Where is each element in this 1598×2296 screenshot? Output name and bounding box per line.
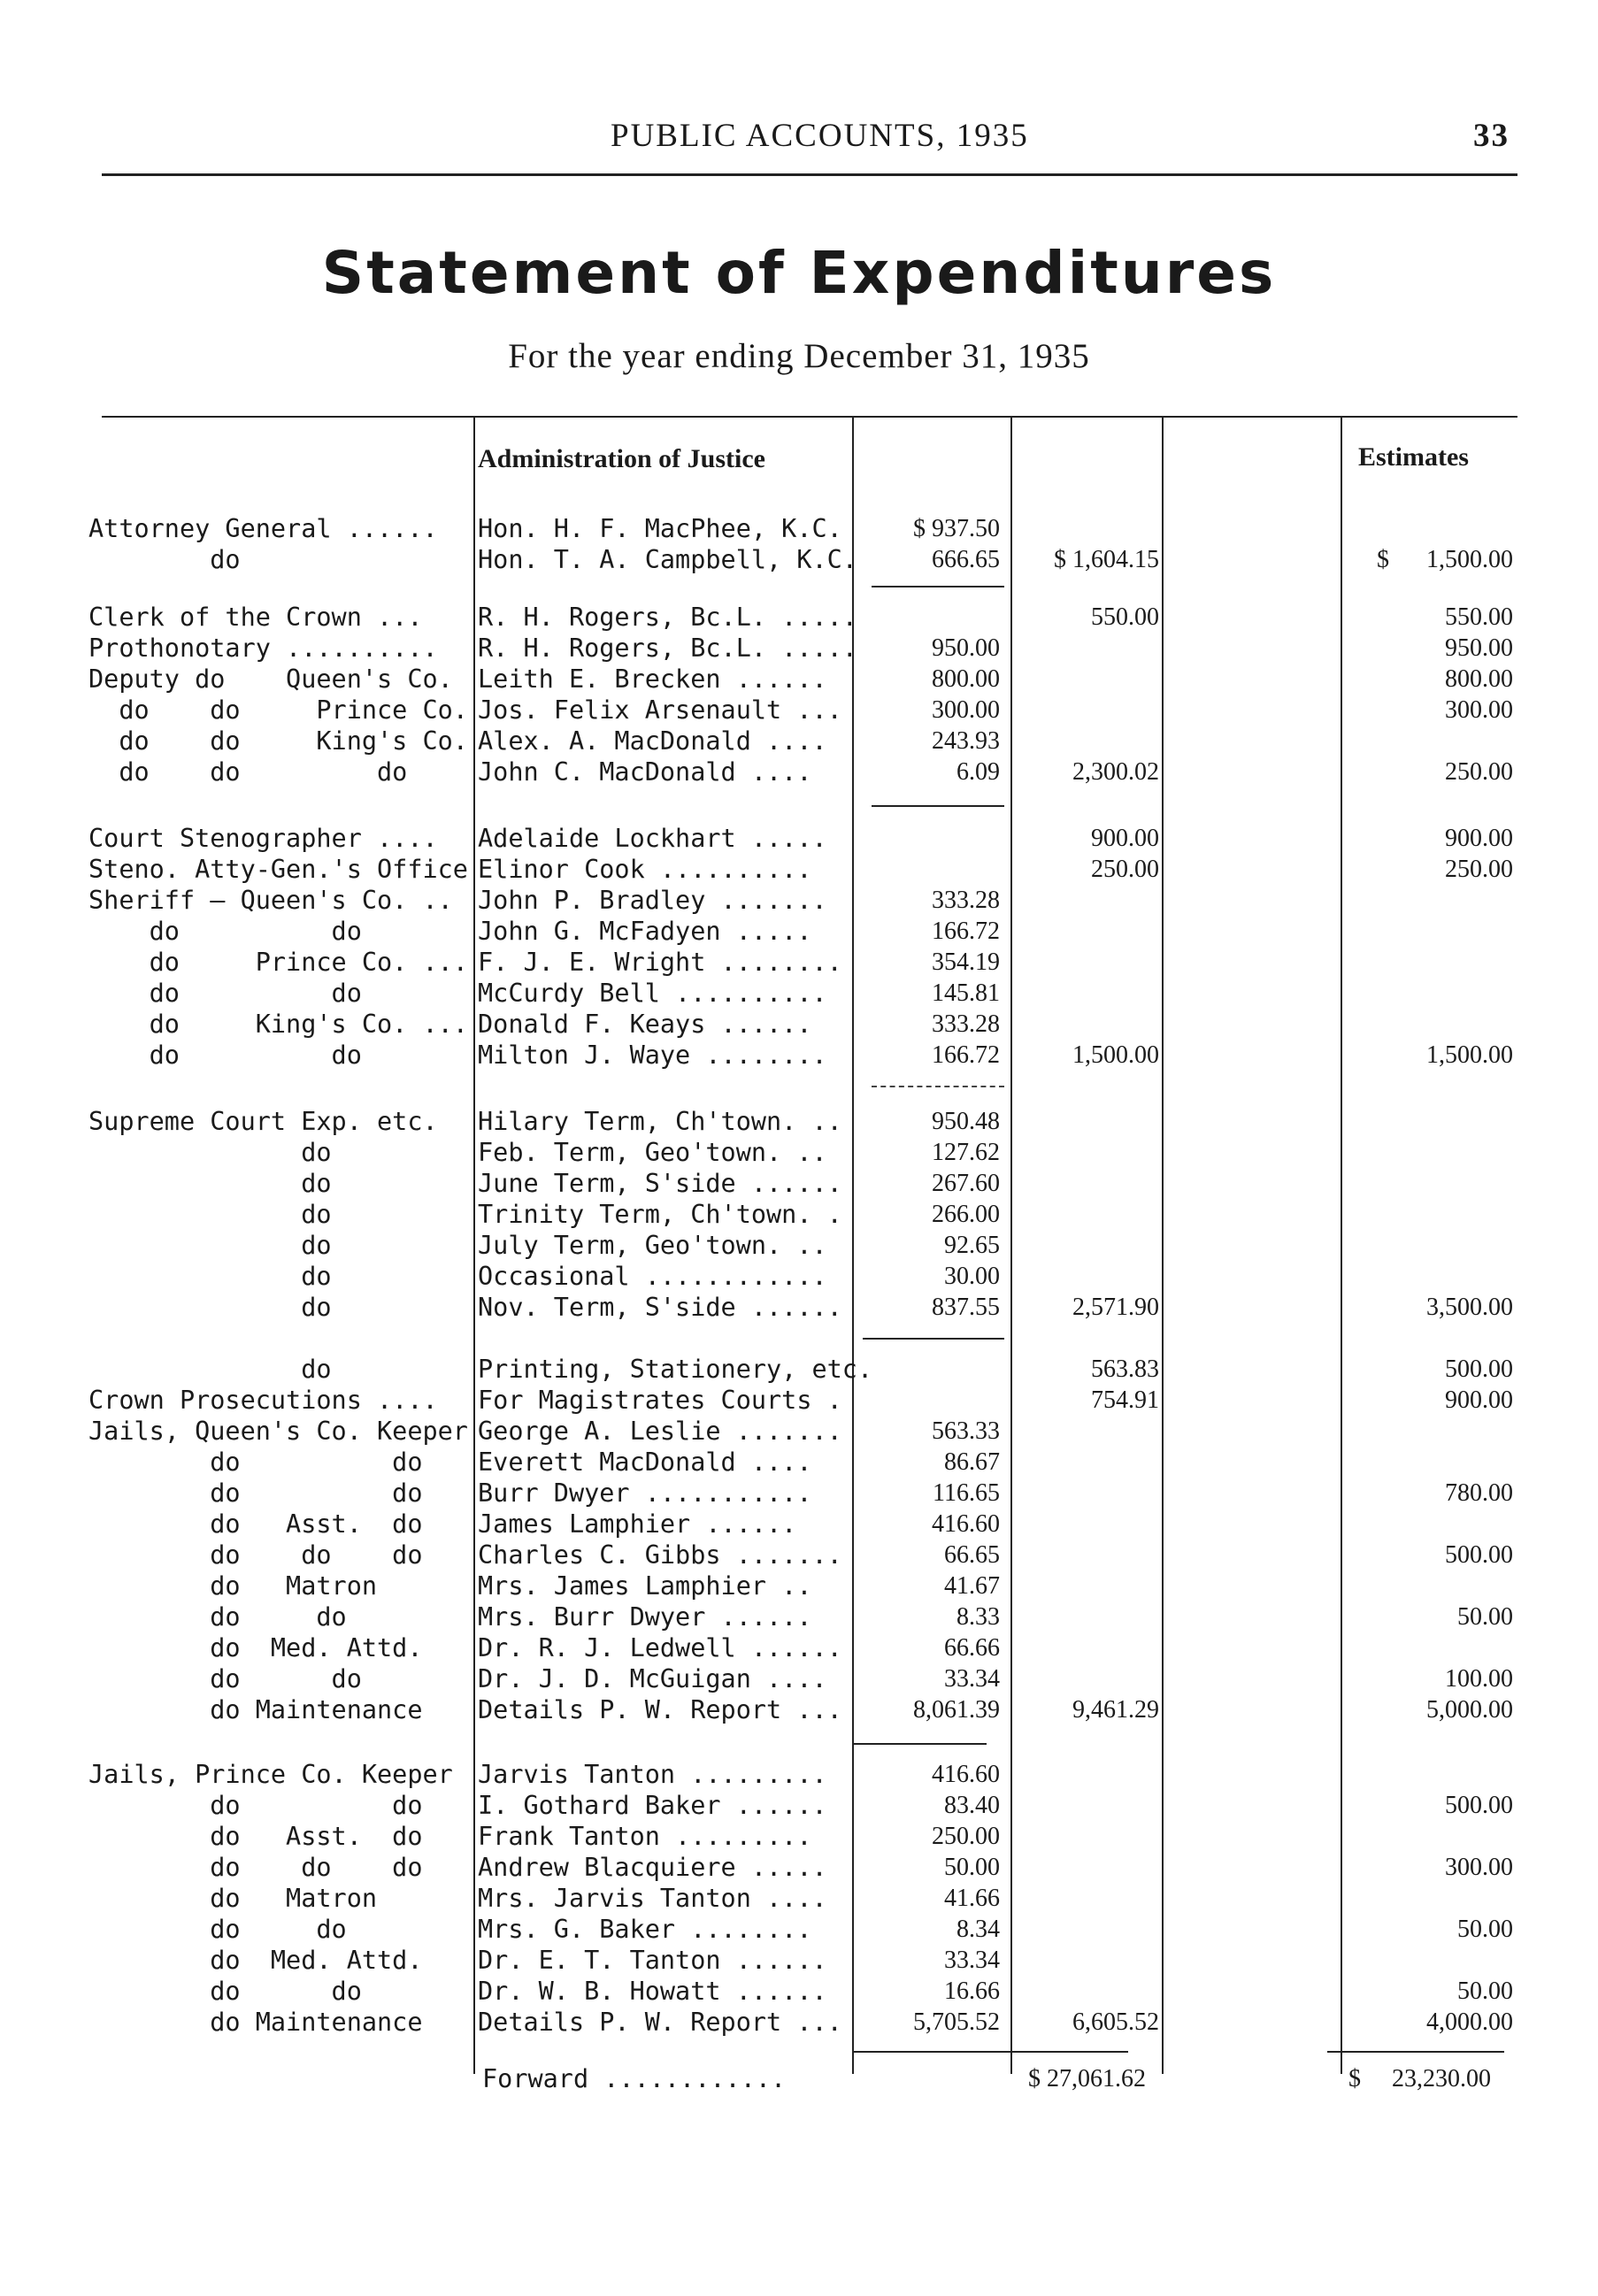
row-name: Jarvis Tanton ......... — [478, 1760, 827, 1789]
row-amount: 800.00 — [932, 665, 1000, 693]
row-amount: 166.72 — [932, 1041, 1000, 1069]
row-office: do do — [88, 979, 362, 1008]
row-estimate: 250.00 — [1445, 758, 1513, 786]
row-amount: 86.67 — [944, 1448, 1000, 1476]
column-divider-totals — [1010, 418, 1012, 2074]
row-name: Alex. A. MacDonald .... — [478, 726, 827, 756]
row-name: R. H. Rogers, Bc.L. ..... — [478, 603, 857, 632]
row-name: Trinity Term, Ch'town. . — [478, 1200, 842, 1229]
row-office: do do — [88, 1977, 362, 2006]
row-office: do do — [88, 1478, 423, 1508]
row-amount: 166.72 — [932, 918, 1000, 945]
running-head: PUBLIC ACCOUNTS, 1935 — [611, 118, 1029, 154]
row-name: John G. McFadyen ..... — [478, 917, 812, 946]
row-amount: 333.28 — [932, 887, 1000, 914]
row-office: Deputy do Queen's Co. — [88, 664, 453, 694]
page-title: Statement of Expenditures — [321, 239, 1277, 307]
row-office: do — [88, 1200, 332, 1229]
total-rule — [1327, 2051, 1504, 2053]
row-office: Crown Prosecutions .... — [88, 1386, 438, 1415]
row-estimate: 5,000.00 — [1426, 1696, 1513, 1724]
row-name: Milton J. Waye ........ — [478, 1040, 827, 1070]
row-estimate: 900.00 — [1445, 825, 1513, 852]
row-estimate: 500.00 — [1445, 1541, 1513, 1569]
row-name: Printing, Stationery, etc. — [478, 1355, 873, 1384]
row-amount: 354.19 — [932, 948, 1000, 976]
row-name: Feb. Term, Geo'town. .. — [478, 1138, 827, 1167]
row-estimate: 3,500.00 — [1426, 1294, 1513, 1321]
row-office: do do do — [88, 1853, 423, 1882]
row-name: Adelaide Lockhart ..... — [478, 824, 827, 853]
row-estimate: 500.00 — [1445, 1355, 1513, 1383]
column-divider-names — [473, 418, 475, 2074]
row-office: Prothonotary .......... — [88, 634, 438, 663]
row-estimate: 900.00 — [1445, 1386, 1513, 1414]
forward-label: Forward ............ — [482, 2064, 787, 2093]
row-amount: 30.00 — [944, 1263, 1000, 1290]
row-name: Dr. R. J. Ledwell ...... — [478, 1633, 842, 1662]
row-amount: 563.33 — [932, 1417, 1000, 1445]
row-total: 550.00 — [1091, 603, 1159, 631]
row-office: do Maintenance — [88, 1695, 423, 1724]
row-name: Mrs. Burr Dwyer ...... — [478, 1602, 812, 1632]
row-name: Mrs. G. Baker ........ — [478, 1915, 812, 1944]
row-amount: 33.34 — [944, 1665, 1000, 1693]
row-name: James Lamphier ...... — [478, 1509, 797, 1539]
row-office: do Med. Attd. — [88, 1946, 423, 1975]
row-amount: 267.60 — [932, 1170, 1000, 1197]
row-office: do — [88, 1169, 332, 1198]
row-total: 6,605.52 — [1072, 2008, 1159, 2036]
row-estimate: 800.00 — [1445, 665, 1513, 693]
row-name: Burr Dwyer ........... — [478, 1478, 812, 1508]
row-amount: 416.60 — [932, 1510, 1000, 1538]
row-estimate: 300.00 — [1445, 696, 1513, 724]
row-estimate: 950.00 — [1445, 634, 1513, 662]
column-divider-estimates — [1341, 418, 1342, 2074]
row-name: Occasional ............ — [478, 1262, 827, 1291]
row-total: 2,300.02 — [1072, 758, 1159, 786]
row-estimate: 300.00 — [1445, 1854, 1513, 1881]
row-amount: 8.33 — [956, 1603, 1000, 1631]
row-amount: 66.65 — [944, 1541, 1000, 1569]
total-rule — [854, 2051, 1128, 2053]
row-estimate: 1,500.00 — [1426, 1041, 1513, 1069]
row-name: F. J. E. Wright ........ — [478, 948, 842, 977]
row-amount: 16.66 — [944, 1977, 1000, 2005]
page-number: 33 — [1473, 118, 1510, 154]
row-name: Donald F. Keays ...... — [478, 1010, 812, 1039]
row-office: Clerk of the Crown ... — [88, 603, 423, 632]
row-name: Details P. W. Report ... — [478, 2008, 842, 2037]
row-name: I. Gothard Baker ...... — [478, 1791, 827, 1820]
row-estimate: 50.00 — [1457, 1977, 1513, 2005]
row-office: do do King's Co. — [88, 726, 468, 756]
row-office: do Asst. do — [88, 1509, 423, 1539]
row-name: Elinor Cook .......... — [478, 855, 812, 884]
row-office: do Maintenance — [88, 2008, 423, 2037]
subtotal-rule — [872, 586, 1004, 587]
row-total: 900.00 — [1091, 825, 1159, 852]
row-name: Hon. H. F. MacPhee, K.C. — [478, 514, 842, 543]
row-office: do do — [88, 1447, 423, 1477]
row-office: do Asst. do — [88, 1822, 423, 1851]
row-office: do do do — [88, 757, 408, 787]
row-name: Nov. Term, S'side ...... — [478, 1293, 842, 1322]
column-divider-blank — [1162, 418, 1164, 2074]
row-office: do — [88, 545, 241, 574]
forward-total: $ 27,061.62 — [1028, 2065, 1146, 2093]
subtotal-rule — [863, 1338, 1004, 1340]
row-name: Dr. W. B. Howatt ...... — [478, 1977, 827, 2006]
page-subtitle: For the year ending December 31, 1935 — [508, 337, 1090, 375]
row-amount: 250.00 — [932, 1823, 1000, 1850]
row-office: do — [88, 1138, 332, 1167]
column-header-estimates: Estimates — [1358, 442, 1469, 472]
row-estimate: $ 1,500.00 — [1377, 546, 1513, 573]
row-amount: 127.62 — [932, 1139, 1000, 1166]
row-office: do Prince Co. ... — [88, 948, 468, 977]
row-office: Steno. Atty-Gen.'s Office — [88, 855, 468, 884]
row-name: Everett MacDonald .... — [478, 1447, 812, 1477]
row-amount: 837.55 — [932, 1294, 1000, 1321]
row-name: George A. Leslie ....... — [478, 1417, 842, 1446]
row-total: 1,500.00 — [1072, 1041, 1159, 1069]
row-estimate: 250.00 — [1445, 856, 1513, 883]
column-header-administration: Administration of Justice — [478, 444, 765, 473]
row-name: July Term, Geo'town. .. — [478, 1231, 827, 1260]
row-amount: 266.00 — [932, 1201, 1000, 1228]
row-amount: 50.00 — [944, 1854, 1000, 1881]
header-rule — [102, 173, 1517, 176]
row-name: June Term, S'side ...... — [478, 1169, 842, 1198]
row-total: 2,571.90 — [1072, 1294, 1159, 1321]
row-total: 9,461.29 — [1072, 1696, 1159, 1724]
row-amount: 6.09 — [956, 758, 1000, 786]
row-amount: 300.00 — [932, 696, 1000, 724]
row-office: do do — [88, 1664, 362, 1693]
row-amount: 5,705.52 — [913, 2008, 1000, 2036]
subtotal-rule — [872, 805, 1004, 807]
row-name: Details P. W. Report ... — [478, 1695, 842, 1724]
row-total: 250.00 — [1091, 856, 1159, 883]
row-estimate: 550.00 — [1445, 603, 1513, 631]
row-office: do — [88, 1231, 332, 1260]
row-amount: 83.40 — [944, 1792, 1000, 1819]
row-estimate: 100.00 — [1445, 1665, 1513, 1693]
row-amount: 41.67 — [944, 1572, 1000, 1600]
row-amount: 92.65 — [944, 1232, 1000, 1259]
row-office: do Med. Attd. — [88, 1633, 423, 1662]
row-office: do do — [88, 1602, 347, 1632]
row-office: do King's Co. ... — [88, 1010, 468, 1039]
row-office: Sheriff — Queen's Co. .. — [88, 886, 453, 915]
subtotal-rule — [872, 1086, 1004, 1087]
row-name: Jos. Felix Arsenault ... — [478, 695, 842, 725]
row-estimate: 780.00 — [1445, 1479, 1513, 1507]
row-estimate: 500.00 — [1445, 1792, 1513, 1819]
forward-estimate: $ 23,230.00 — [1348, 2065, 1491, 2093]
row-name: Charles C. Gibbs ....... — [478, 1540, 842, 1570]
row-name: For Magistrates Courts . — [478, 1386, 842, 1415]
row-name: R. H. Rogers, Bc.L. ..... — [478, 634, 857, 663]
row-amount: $ 937.50 — [913, 515, 1000, 542]
row-office: do do — [88, 917, 362, 946]
row-name: John P. Bradley ....... — [478, 886, 827, 915]
row-name: Leith E. Brecken ...... — [478, 664, 827, 694]
row-amount: 33.34 — [944, 1947, 1000, 1974]
row-estimate: 50.00 — [1457, 1916, 1513, 1943]
row-amount: 8.34 — [956, 1916, 1000, 1943]
table-top-rule — [102, 416, 1517, 418]
row-name: Frank Tanton ......... — [478, 1822, 812, 1851]
row-amount: 950.48 — [932, 1108, 1000, 1135]
row-office: do do — [88, 1791, 423, 1820]
row-amount: 8,061.39 — [913, 1696, 1000, 1724]
row-name: Dr. E. T. Tanton ...... — [478, 1946, 827, 1975]
row-office: Court Stenographer .... — [88, 824, 438, 853]
row-amount: 666.65 — [932, 546, 1000, 573]
row-amount: 116.65 — [933, 1479, 1000, 1507]
subtotal-rule — [854, 1743, 987, 1745]
row-office: do Matron — [88, 1571, 378, 1601]
row-office: do Matron — [88, 1884, 378, 1913]
row-amount: 243.93 — [932, 727, 1000, 755]
row-name: Mrs. Jarvis Tanton .... — [478, 1884, 827, 1913]
row-office: do do — [88, 1040, 362, 1070]
row-name: McCurdy Bell .......... — [478, 979, 827, 1008]
row-estimate: 50.00 — [1457, 1603, 1513, 1631]
row-amount: 41.66 — [944, 1885, 1000, 1912]
row-amount: 145.81 — [932, 979, 1000, 1007]
row-name: Hon. T. A. Campbell, K.C. — [478, 545, 857, 574]
row-office: do — [88, 1293, 332, 1322]
row-name: Dr. J. D. McGuigan .... — [478, 1664, 827, 1693]
row-name: Andrew Blacquiere ..... — [478, 1853, 827, 1882]
row-name: John C. MacDonald .... — [478, 757, 812, 787]
row-amount: 333.28 — [932, 1010, 1000, 1038]
row-amount: 950.00 — [932, 634, 1000, 662]
row-office: Attorney General ...... — [88, 514, 438, 543]
row-office: do do — [88, 1915, 347, 1944]
row-office: Jails, Queen's Co. Keeper — [88, 1417, 468, 1446]
row-office: do do do — [88, 1540, 423, 1570]
column-divider-amounts — [852, 418, 854, 2074]
row-office: do — [88, 1355, 332, 1384]
row-total: 754.91 — [1091, 1386, 1159, 1414]
row-office: do do Prince Co. — [88, 695, 468, 725]
row-total: 563.83 — [1091, 1355, 1159, 1383]
row-total: $ 1,604.15 — [1054, 546, 1159, 573]
row-estimate: 4,000.00 — [1426, 2008, 1513, 2036]
row-amount: 66.66 — [944, 1634, 1000, 1662]
row-office: do — [88, 1262, 332, 1291]
row-name: Hilary Term, Ch'town. .. — [478, 1107, 842, 1136]
row-office: Jails, Prince Co. Keeper — [88, 1760, 453, 1789]
row-office: Supreme Court Exp. etc. — [88, 1107, 438, 1136]
row-name: Mrs. James Lamphier .. — [478, 1571, 812, 1601]
row-amount: 416.60 — [932, 1761, 1000, 1788]
